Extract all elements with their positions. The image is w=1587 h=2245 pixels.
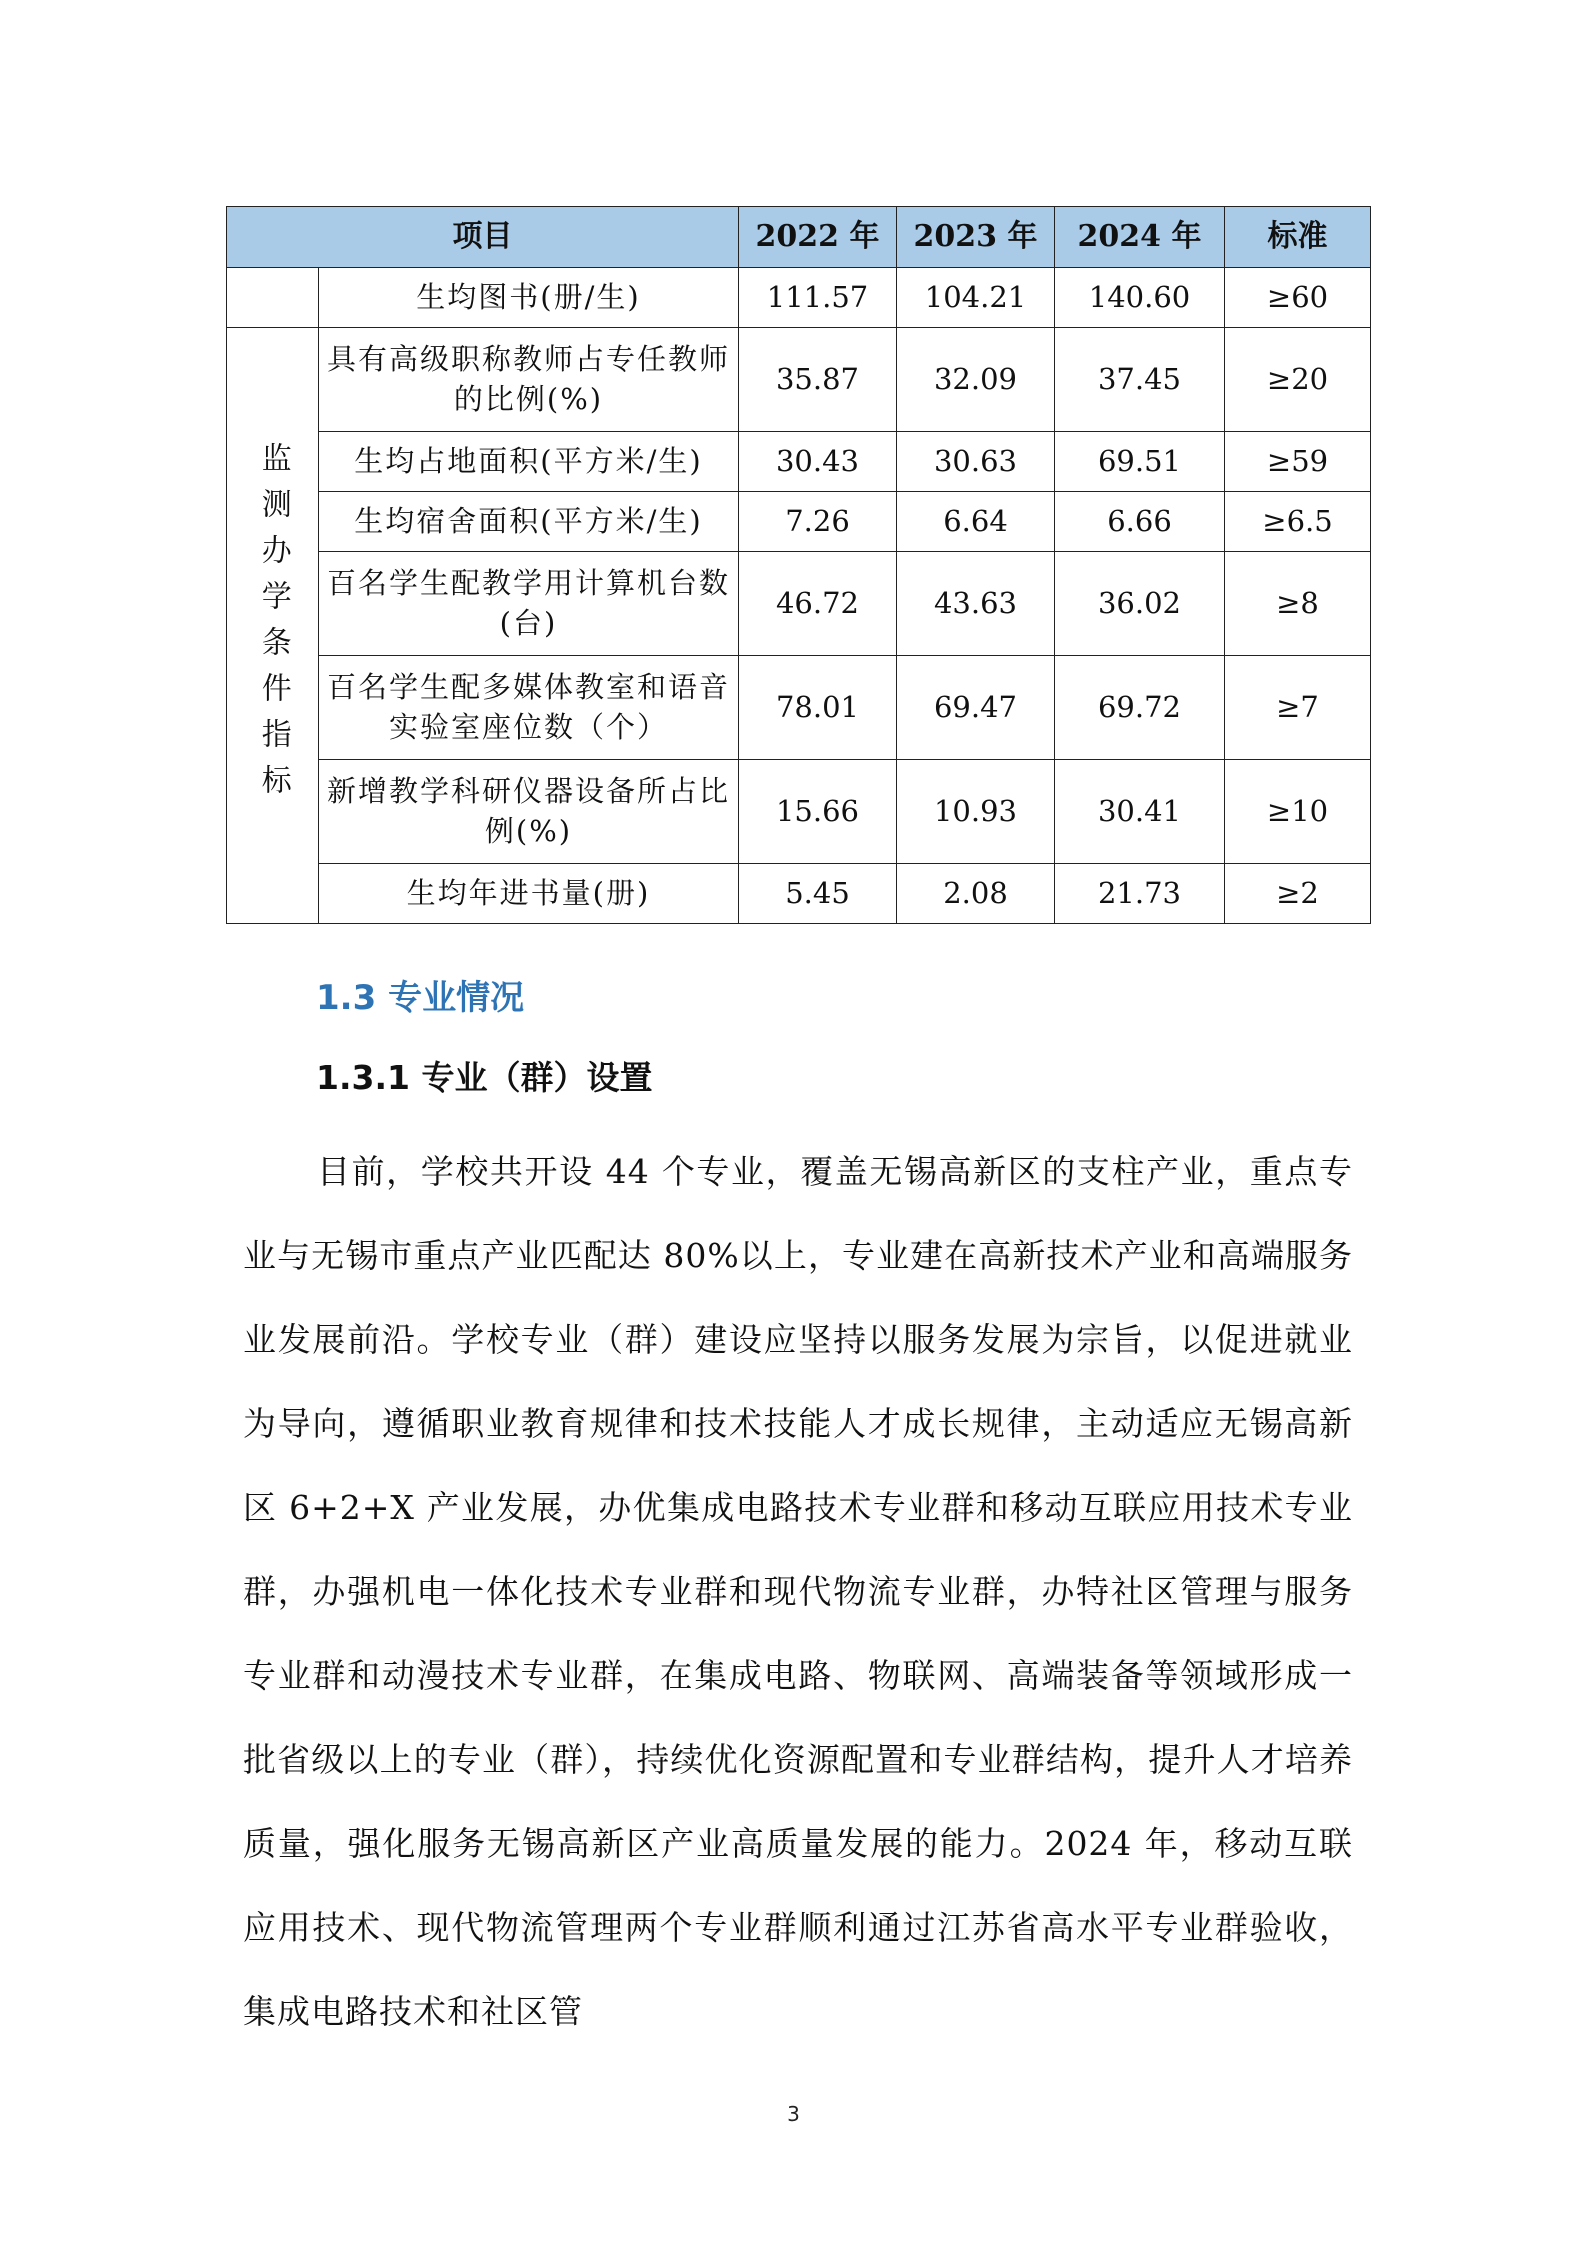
row-value-2022: 30.43 (739, 432, 897, 492)
header-2023: 2023 年 (897, 207, 1055, 268)
row-standard: ≥8 (1225, 552, 1371, 656)
row-value-2023: 43.63 (897, 552, 1055, 656)
row-value-2023: 69.47 (897, 656, 1055, 760)
header-item: 项目 (227, 207, 739, 268)
row-value-2022: 5.45 (739, 864, 897, 924)
table-header-row (227, 207, 1371, 268)
row-value-2024: 140.60 (1055, 268, 1225, 328)
row-standard: ≥20 (1225, 328, 1371, 432)
row-value-2024: 69.51 (1055, 432, 1225, 492)
row-value-2024: 37.45 (1055, 328, 1225, 432)
header-2024: 2024 年 (1055, 207, 1225, 268)
page-number: 3 (787, 2102, 800, 2126)
table-row (227, 328, 1371, 432)
row-value-2023: 10.93 (897, 760, 1055, 864)
row-value-2022: 15.66 (739, 760, 897, 864)
table-row (227, 760, 1371, 864)
group-label (227, 328, 319, 924)
empty-group-cell (227, 268, 319, 328)
header-2022: 2022 年 (739, 207, 897, 268)
row-value-2023: 32.09 (897, 328, 1055, 432)
row-value-2024: 6.66 (1055, 492, 1225, 552)
group-label-text: 监测办学条件指标 (255, 441, 291, 810)
row-value-2024: 36.02 (1055, 552, 1225, 656)
table-row (227, 432, 1371, 492)
row-item: 百名学生配多媒体教室和语音实验室座位数（个） (319, 656, 739, 760)
row-standard: ≥2 (1225, 864, 1371, 924)
body-paragraph: 目前，学校共开设 44 个专业，覆盖无锡高新区的支柱产业，重点专业与无锡市重点产业匹配达 80%以上，专业建在高新技术产业和高端服务业发展前沿。学校专业（群）建设应坚持以服务发展为宗旨，以促进就业为导向，遵循职业教育规律和技术技能人才成长规律，主动适应无锡高新区 6+2+X 产业发展，办优集成电路技术专业群和移动互联应用技术专业群，办强机电一体化技术专业群和现代物流专业群，办特社区管理与服务专业群和动漫技术专业群，在集成电路、物联网、高端装备等领域形成一批省级以上的专业（群），持续优化资源配置和专业群结构，提升人才培养质量，强化服务无锡高新区产业高质量发展的能力。2024 年，移动互联应用技术、现代物流管理两个专业群顺利通过江苏省高水平专业群验收，集成电路技术和社区管 (243, 1152, 1353, 2031)
row-value-2024: 21.73 (1055, 864, 1225, 924)
row-item: 生均图书(册/生) (319, 268, 739, 328)
row-value-2023: 104.21 (897, 268, 1055, 328)
table-row (227, 656, 1371, 760)
section-heading: 1.3 专业情况 (316, 978, 525, 1018)
row-value-2023: 2.08 (897, 864, 1055, 924)
header-standard: 标准 (1225, 207, 1371, 268)
row-value-2022: 46.72 (739, 552, 897, 656)
row-standard: ≥10 (1225, 760, 1371, 864)
row-value-2022: 35.87 (739, 328, 897, 432)
row-item: 具有高级职称教师占专任教师的比例(%) (319, 328, 739, 432)
row-item: 生均占地面积(平方米/生) (319, 432, 739, 492)
row-value-2024: 30.41 (1055, 760, 1225, 864)
subsection-heading: 1.3.1 专业（群）设置 (316, 1058, 653, 1097)
row-item: 生均年进书量(册) (319, 864, 739, 924)
row-value-2022: 7.26 (739, 492, 897, 552)
table-row (227, 268, 1371, 328)
row-value-2023: 6.64 (897, 492, 1055, 552)
row-standard: ≥6.5 (1225, 492, 1371, 552)
table-row (227, 552, 1371, 656)
indicator-table (226, 206, 1371, 924)
row-standard: ≥60 (1225, 268, 1371, 328)
table-row (227, 864, 1371, 924)
row-value-2022: 78.01 (739, 656, 897, 760)
row-item: 新增教学科研仪器设备所占比例(%) (319, 760, 739, 864)
row-value-2023: 30.63 (897, 432, 1055, 492)
row-item: 百名学生配教学用计算机台数(台) (319, 552, 739, 656)
row-item: 生均宿舍面积(平方米/生) (319, 492, 739, 552)
row-standard: ≥59 (1225, 432, 1371, 492)
row-value-2022: 111.57 (739, 268, 897, 328)
row-value-2024: 69.72 (1055, 656, 1225, 760)
table-row (227, 492, 1371, 552)
row-standard: ≥7 (1225, 656, 1371, 760)
